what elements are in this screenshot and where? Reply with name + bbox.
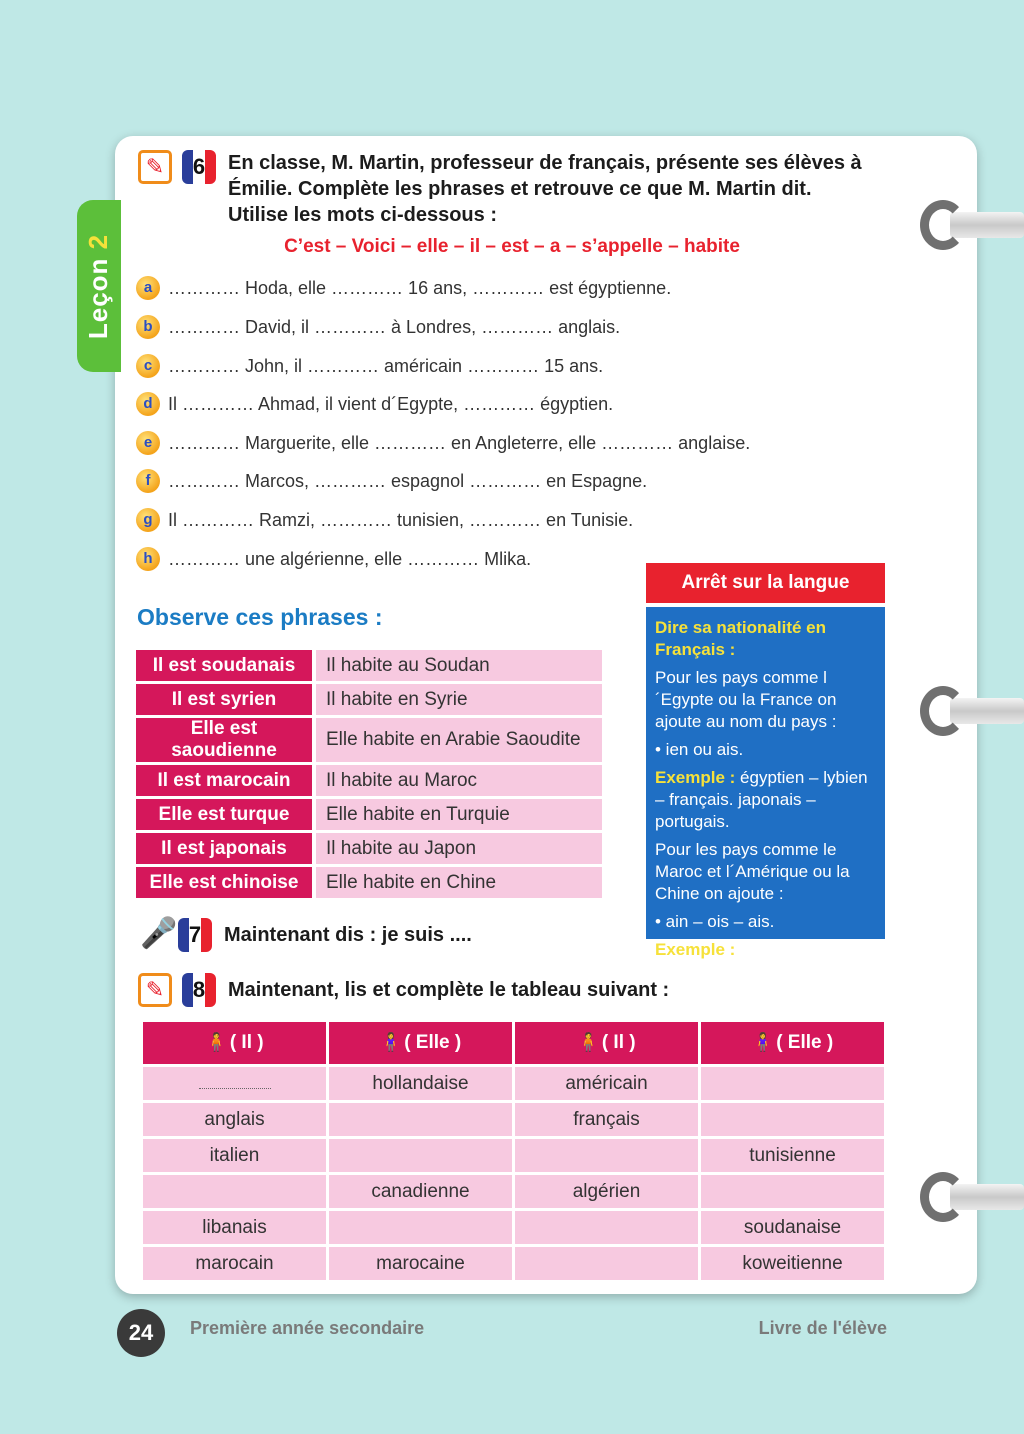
- language-box: [646, 563, 885, 981]
- table-row: [136, 684, 602, 715]
- table-cell: canadienne: [329, 1175, 512, 1208]
- table-cell: Il habite en Syrie: [312, 684, 602, 715]
- table-cell: [515, 1139, 698, 1172]
- table-cell: [701, 1175, 884, 1208]
- table-row: [136, 765, 602, 796]
- nationality-table: [140, 1019, 887, 1283]
- table-cell: [701, 1067, 884, 1100]
- binder-ring-icon: [920, 1172, 1024, 1222]
- table-cell: italien: [143, 1139, 326, 1172]
- table-cell: américain: [515, 1067, 698, 1100]
- exercise-8-header: [138, 973, 669, 1007]
- list-item: c ………… John, il ………… américain ………… 15 ans.: [136, 353, 603, 379]
- language-box-header: Arrêt sur la langue: [646, 563, 885, 603]
- list-item: d Il ………… Ahmad, il vient d´Egypte, ………… égyptien.: [136, 391, 613, 417]
- girl-icon: 🧍‍♀️: [379, 1032, 403, 1052]
- table-cell: tunisienne: [701, 1139, 884, 1172]
- table-row: [136, 718, 602, 762]
- language-box-body: Dire sa nationalité en Français : Pour les pays comme l´Egypte ou la France on ajoute au nom du pays : • ien ou ais. Exemple : égyptien – lybien – français. japonais – portugais. Pour les pays comme le Maroc et l´Amérique ou la Chine on ajoute : • ain – ois – ais. Exemple : chinois-suédois – américain.: [646, 607, 885, 939]
- table-cell: Il est soudanais: [136, 650, 312, 681]
- table-cell: libanais: [143, 1211, 326, 1244]
- table-cell: français: [515, 1103, 698, 1136]
- list-item: e ………… Marguerite, elle ………… en Angleterre, elle ………… anglaise.: [136, 430, 750, 456]
- footer-book: Livre de l'élève: [758, 1318, 887, 1338]
- french-flag-icon: 7: [178, 918, 212, 952]
- lesson-tab: [77, 200, 121, 372]
- table-cell: Elle est turque: [136, 799, 312, 830]
- table-cell: Il habite au Soudan: [312, 650, 602, 681]
- table-row: [136, 867, 602, 898]
- lesson-number: 2: [83, 233, 114, 249]
- table-cell: Il est marocain: [136, 765, 312, 796]
- table-cell: Il habite au Maroc: [312, 765, 602, 796]
- observe-table: [136, 647, 602, 901]
- word-bank: C’est – Voici – elle – il – est – a – s’appelle – habite: [284, 236, 740, 257]
- table-cell: marocain: [143, 1247, 326, 1280]
- blank-line: [199, 1074, 271, 1089]
- table-row: [143, 1139, 884, 1172]
- table-row: [143, 1211, 884, 1244]
- table-cell: Elle habite en Arabie Saoudite: [312, 718, 602, 762]
- list-item: g Il ………… Ramzi, ………… tunisien, ………… en Tunisie.: [136, 507, 633, 533]
- table-cell: koweitienne: [701, 1247, 884, 1280]
- table-cell: soudanaise: [701, 1211, 884, 1244]
- table-row: [136, 833, 602, 864]
- exercise-8-instruction: Maintenant, lis et complète le tableau suivant :: [228, 979, 670, 1001]
- table-row: [143, 1175, 884, 1208]
- girl-icon: 🧍‍♀️: [751, 1032, 775, 1052]
- lesson-label: Leçon: [83, 257, 114, 339]
- table-row: [143, 1247, 884, 1280]
- french-flag-icon: 8: [182, 973, 216, 1007]
- table-cell: [143, 1067, 326, 1100]
- observe-title: Observe ces phrases :: [137, 604, 383, 630]
- french-flag-icon: 6: [182, 150, 216, 184]
- table-cell: [329, 1211, 512, 1244]
- pencil-icon: ✎: [138, 150, 172, 184]
- boy-icon: 🧍: [577, 1032, 600, 1052]
- exercise-7-header: [140, 915, 472, 955]
- table-cell: Elle habite en Turquie: [312, 799, 602, 830]
- list-item: h ………… une algérienne, elle ………… Mlika.: [136, 546, 531, 572]
- exercise-6-instruction: En classe, M. Martin, professeur de français, présente ses élèves à Émilie. Complète les phrases et retrouve ce que M. Martin dit. Utilise les mots ci-dessous :: [228, 152, 862, 226]
- table-cell: [515, 1247, 698, 1280]
- boy-icon: 🧍: [205, 1032, 228, 1052]
- table-cell: [329, 1139, 512, 1172]
- table-row: [136, 650, 602, 681]
- table-header-row: 🧍 ( Il ) 🧍‍♀️ ( Elle ) 🧍 ( Il ) 🧍‍♀️ ( Elle ): [143, 1022, 884, 1064]
- page-number: 24: [117, 1309, 165, 1357]
- pencil-icon: ✎: [138, 973, 172, 1007]
- table-row: [136, 799, 602, 830]
- table-cell: [515, 1211, 698, 1244]
- table-cell: [701, 1103, 884, 1136]
- table-cell: Il est japonais: [136, 833, 312, 864]
- list-item: f ………… Marcos, ………… espagnol ………… en Espagne.: [136, 468, 647, 494]
- exercise-6-header: [138, 150, 862, 228]
- table-cell: Elle habite en Chine: [312, 867, 602, 898]
- footer-course: Première année secondaire: [190, 1318, 425, 1338]
- table-row: [143, 1067, 884, 1100]
- table-cell: algérien: [515, 1175, 698, 1208]
- exercise-7-instruction: Maintenant dis : je suis ....: [224, 924, 472, 946]
- table-cell: marocaine: [329, 1247, 512, 1280]
- table-cell: anglais: [143, 1103, 326, 1136]
- table-cell: Elle est chinoise: [136, 867, 312, 898]
- language-box-subtitle: Dire sa nationalité en Français :: [655, 618, 826, 659]
- table-row: [143, 1103, 884, 1136]
- table-cell: hollandaise: [329, 1067, 512, 1100]
- table-cell: [329, 1103, 512, 1136]
- table-cell: Il est syrien: [136, 684, 312, 715]
- table-cell: Il habite au Japon: [312, 833, 602, 864]
- binder-ring-icon: [920, 686, 1024, 736]
- list-item: a ………… Hoda, elle ………… 16 ans, ………… est égyptienne.: [136, 275, 671, 301]
- list-item: b ………… David, il ………… à Londres, ………… anglais.: [136, 314, 620, 340]
- table-cell: Elle est saoudienne: [136, 718, 312, 762]
- table-cell: [143, 1175, 326, 1208]
- microphone-icon: 🎤: [140, 917, 178, 950]
